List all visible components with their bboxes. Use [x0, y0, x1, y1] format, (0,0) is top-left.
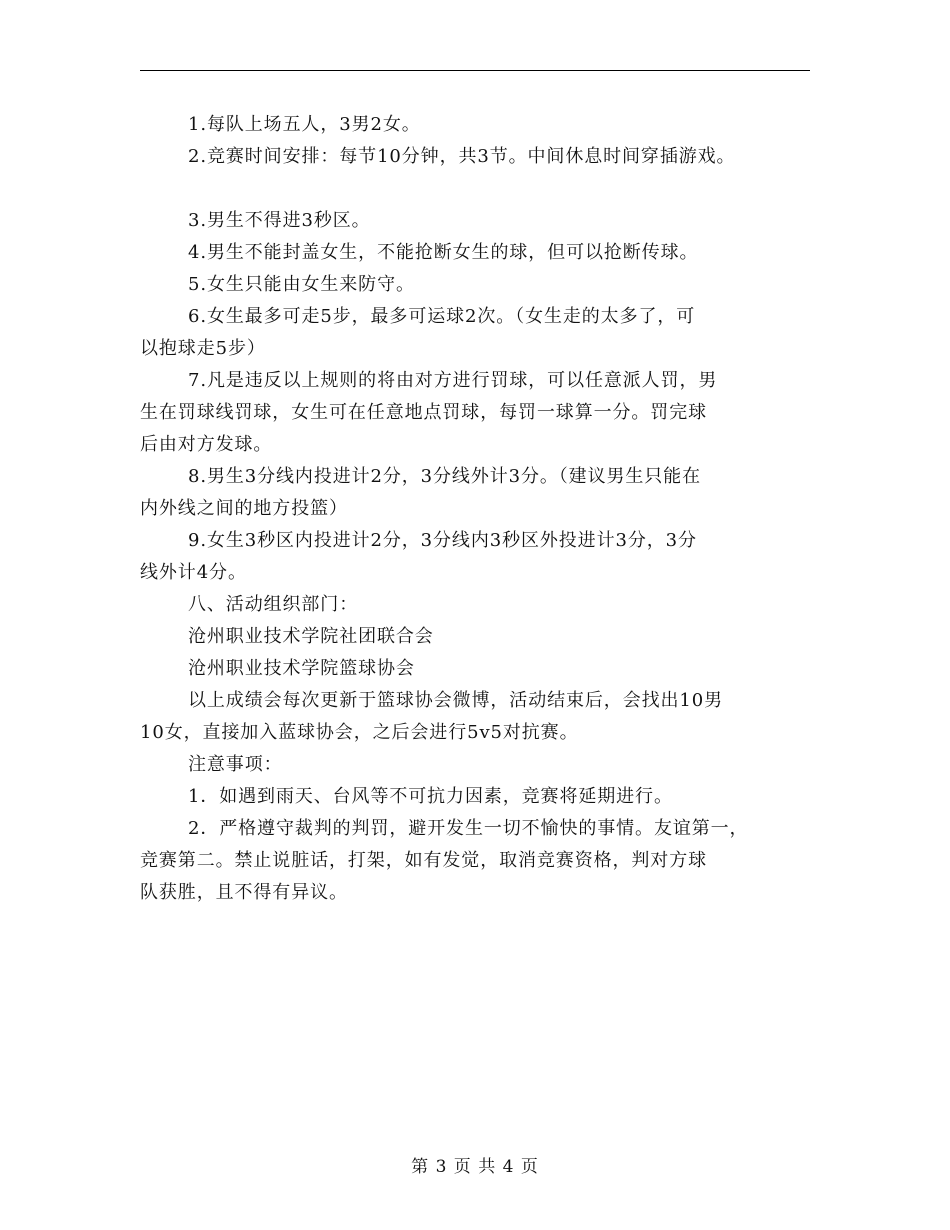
note-1-weather: 1．如遇到雨天、台风等不可抗力因素，竞赛将延期进行。 — [188, 786, 673, 807]
organizer-1: 沧州职业技术学院社团联合会 — [188, 626, 434, 647]
section-heading-organizers: 八、活动组织部门： — [188, 594, 359, 615]
results-note: 以上成绩会每次更新于篮球协会微博，活动结束后，会找出10男 10女，直接加入蓝球协会，之后会进行5v5对抗赛。 — [140, 690, 724, 743]
page-number: 第 3 页 共 4 页 — [411, 1157, 539, 1177]
note-2-conduct: 2．严格遵守裁判的判罚，避开发生一切不愉快的事情。友谊第一， 竞赛第二。禁止说脏话，打架，如有发觉，取消竞赛资格，判对方球 队获胜，且不得有异议。 — [140, 818, 749, 903]
rule-4-no-blocking: 4.男生不能封盖女生，不能抢断女生的球，但可以抢断传球。 — [188, 242, 699, 263]
organizer-2: 沧州职业技术学院篮球协会 — [188, 658, 415, 679]
rule-8-male-scoring: 8.男生3分线内投进计2分，3分线外计3分。（建议男生只能在 内外线之间的地方投篮） — [140, 466, 701, 519]
rule-5-defense: 5.女生只能由女生来防守。 — [188, 274, 415, 295]
rule-3-three-second-zone: 3.男生不得进3秒区。 — [188, 210, 371, 231]
header-rule — [140, 70, 810, 71]
rule-9-female-scoring: 9.女生3秒区内投进计2分，3分线内3秒区外投进计3分，3分 线外计4分。 — [140, 530, 697, 583]
page-footer — [0, 1152, 950, 1177]
rule-7-free-throws: 7.凡是违反以上规则的将由对方进行罚球，可以任意派人罚，男 生在罚球线罚球，女生可在任意地点罚球，每罚一球算一分。罚完球 后由对方发球。 — [140, 370, 718, 455]
rule-2-schedule: 2.竞赛时间安排：每节10分钟，共3节。中间休息时间穿插游戏。 — [188, 146, 736, 167]
rule-6-steps: 6.女生最多可走5步，最多可运球2次。（女生走的太多了，可 以抱球走5步） — [140, 306, 696, 359]
notes-heading: 注意事项： — [188, 754, 283, 775]
rule-1-team-size: 1.每队上场五人，3男2女。 — [188, 114, 421, 135]
document-body — [140, 109, 820, 909]
